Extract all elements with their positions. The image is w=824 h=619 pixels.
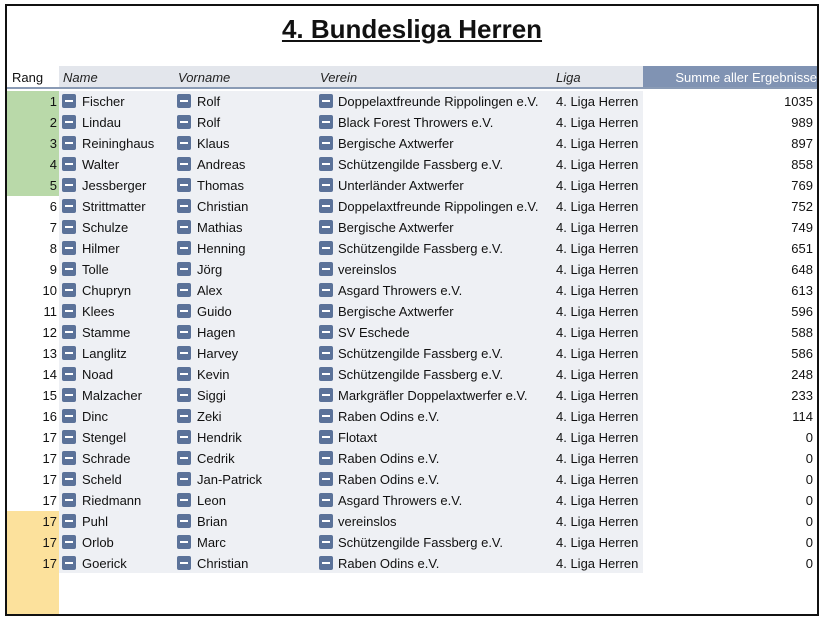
collapse-vorname-button[interactable] bbox=[177, 178, 191, 192]
collapse-name-button[interactable] bbox=[62, 430, 76, 444]
collapse-vorname-button[interactable] bbox=[177, 94, 191, 108]
header-liga: Liga bbox=[552, 66, 643, 89]
name-cell: Malzacher bbox=[82, 388, 142, 403]
rank-cell: 17 bbox=[42, 430, 57, 445]
rank-cell: 11 bbox=[43, 304, 57, 319]
collapse-verein-button[interactable] bbox=[319, 304, 333, 318]
collapse-name-button[interactable] bbox=[62, 178, 76, 192]
name-cell: Schrade bbox=[82, 451, 131, 466]
liga-cell: 4. Liga Herren bbox=[556, 241, 639, 256]
collapse-vorname-button[interactable] bbox=[177, 514, 191, 528]
vorname-cell: Leon bbox=[197, 493, 226, 508]
name-cell: Langlitz bbox=[82, 346, 127, 361]
summe-cell: 114 bbox=[792, 409, 813, 424]
summe-cell: 858 bbox=[791, 157, 813, 172]
collapse-name-button[interactable] bbox=[62, 451, 76, 465]
collapse-vorname-button[interactable] bbox=[177, 199, 191, 213]
verein-cell: vereinslos bbox=[338, 514, 397, 529]
table-row bbox=[7, 322, 817, 343]
table-row bbox=[7, 385, 817, 406]
liga-cell: 4. Liga Herren bbox=[556, 535, 639, 550]
verein-cell: Asgard Throwers e.V. bbox=[338, 283, 463, 298]
collapse-verein-button[interactable] bbox=[319, 178, 333, 192]
summe-cell: 0 bbox=[805, 451, 813, 466]
collapse-verein-button[interactable] bbox=[319, 94, 333, 108]
collapse-name-button[interactable] bbox=[62, 304, 76, 318]
table-row bbox=[7, 364, 817, 385]
vorname-cell: Brian bbox=[197, 514, 228, 529]
name-cell: Goerick bbox=[82, 556, 127, 571]
name-cell: Tolle bbox=[82, 262, 109, 277]
name-cell: Chupryn bbox=[82, 283, 132, 298]
collapse-name-button[interactable] bbox=[62, 157, 76, 171]
summe-cell: 752 bbox=[791, 199, 813, 214]
collapse-name-button[interactable] bbox=[62, 388, 76, 402]
rank-cell: 13 bbox=[42, 346, 57, 361]
table-row bbox=[7, 490, 817, 511]
verein-cell: Bergische Axtwerfer bbox=[338, 304, 454, 319]
table-row bbox=[7, 217, 817, 238]
collapse-vorname-button[interactable] bbox=[177, 388, 191, 402]
name-cell: Hilmer bbox=[82, 241, 120, 256]
vorname-cell: Mathias bbox=[197, 220, 243, 235]
summe-cell: 0 bbox=[805, 430, 813, 445]
rank-cell: 9 bbox=[49, 262, 57, 277]
collapse-vorname-button[interactable] bbox=[177, 535, 191, 549]
collapse-verein-button[interactable] bbox=[319, 262, 333, 276]
table-row bbox=[7, 154, 817, 175]
rank-cell: 17 bbox=[42, 535, 57, 550]
vorname-cell: Kevin bbox=[197, 367, 230, 382]
name-cell: Jessberger bbox=[82, 178, 147, 193]
summe-cell: 233 bbox=[791, 388, 813, 403]
collapse-name-button[interactable] bbox=[62, 325, 76, 339]
verein-cell: Black Forest Throwers e.V. bbox=[338, 115, 494, 130]
verein-cell: Bergische Axtwerfer bbox=[338, 136, 454, 151]
liga-cell: 4. Liga Herren bbox=[556, 199, 639, 214]
collapse-verein-button[interactable] bbox=[319, 451, 333, 465]
spreadsheet-frame bbox=[5, 4, 819, 616]
table-row bbox=[7, 469, 817, 490]
collapse-verein-button[interactable] bbox=[319, 136, 333, 150]
collapse-vorname-button[interactable] bbox=[177, 430, 191, 444]
collapse-name-button[interactable] bbox=[62, 220, 76, 234]
table-row bbox=[7, 91, 817, 112]
liga-cell: 4. Liga Herren bbox=[556, 283, 639, 298]
collapse-name-button[interactable] bbox=[62, 94, 76, 108]
collapse-vorname-button[interactable] bbox=[177, 367, 191, 381]
table-row bbox=[7, 238, 817, 259]
table-row bbox=[7, 553, 817, 574]
collapse-name-button[interactable] bbox=[62, 493, 76, 507]
collapse-verein-button[interactable] bbox=[319, 346, 333, 360]
verein-cell: Schützengilde Fassberg e.V. bbox=[338, 535, 504, 550]
rank-cell: 16 bbox=[42, 409, 57, 424]
verein-cell: Unterländer Axtwerfer bbox=[338, 178, 464, 193]
rank-cell: 1 bbox=[49, 94, 57, 109]
collapse-verein-button[interactable] bbox=[319, 409, 333, 423]
rank-cell: 17 bbox=[42, 514, 57, 529]
vorname-cell: Siggi bbox=[197, 388, 226, 403]
summe-cell: 248 bbox=[791, 367, 813, 382]
collapse-verein-button[interactable] bbox=[319, 220, 333, 234]
vorname-cell: Christian bbox=[197, 199, 249, 214]
vorname-cell: Alex bbox=[197, 283, 223, 298]
header-name: Name bbox=[59, 66, 174, 89]
table-row bbox=[7, 259, 817, 280]
collapse-verein-button[interactable] bbox=[319, 535, 333, 549]
collapse-vorname-button[interactable] bbox=[177, 556, 191, 570]
vorname-cell: Hagen bbox=[197, 325, 236, 340]
vorname-cell: Christian bbox=[197, 556, 249, 571]
collapse-vorname-button[interactable] bbox=[177, 346, 191, 360]
collapse-verein-button[interactable] bbox=[319, 514, 333, 528]
collapse-vorname-button[interactable] bbox=[177, 472, 191, 486]
summe-cell: 648 bbox=[791, 262, 813, 277]
collapse-vorname-button[interactable] bbox=[177, 241, 191, 255]
liga-cell: 4. Liga Herren bbox=[556, 556, 639, 571]
collapse-verein-button[interactable] bbox=[319, 283, 333, 297]
collapse-vorname-button[interactable] bbox=[177, 157, 191, 171]
collapse-name-button[interactable] bbox=[62, 283, 76, 297]
liga-cell: 4. Liga Herren bbox=[556, 220, 639, 235]
name-cell: Scheld bbox=[82, 472, 122, 487]
vorname-cell: Rolf bbox=[197, 115, 221, 130]
vorname-cell: Hendrik bbox=[197, 430, 242, 445]
rank-cell: 10 bbox=[42, 283, 57, 298]
summe-cell: 769 bbox=[791, 178, 813, 193]
verein-cell: Bergische Axtwerfer bbox=[338, 220, 454, 235]
liga-cell: 4. Liga Herren bbox=[556, 388, 639, 403]
summe-cell: 586 bbox=[791, 346, 813, 361]
summe-cell: 0 bbox=[805, 556, 813, 571]
header-vorname: Vorname bbox=[174, 66, 316, 89]
table-row bbox=[7, 133, 817, 154]
summe-cell: 989 bbox=[791, 115, 813, 130]
vorname-cell: Zeki bbox=[197, 409, 222, 424]
collapse-vorname-button[interactable] bbox=[177, 304, 191, 318]
summe-cell: 1035 bbox=[784, 94, 813, 109]
liga-cell: 4. Liga Herren bbox=[556, 409, 639, 424]
verein-cell: Doppelaxtfreunde Rippolingen e.V. bbox=[338, 199, 539, 214]
liga-cell: 4. Liga Herren bbox=[556, 157, 639, 172]
table-row bbox=[7, 511, 817, 532]
collapse-verein-button[interactable] bbox=[319, 157, 333, 171]
table-row bbox=[7, 112, 817, 133]
header-summe: Summe aller Ergebnisse bbox=[643, 66, 817, 89]
table-row bbox=[7, 427, 817, 448]
verein-cell: vereinslos bbox=[338, 262, 397, 277]
rank-cell: 14 bbox=[42, 367, 57, 382]
collapse-vorname-button[interactable] bbox=[177, 451, 191, 465]
collapse-name-button[interactable] bbox=[62, 346, 76, 360]
header-verein: Verein bbox=[316, 66, 552, 89]
collapse-verein-button[interactable] bbox=[319, 325, 333, 339]
liga-cell: 4. Liga Herren bbox=[556, 94, 639, 109]
collapse-name-button[interactable] bbox=[62, 472, 76, 486]
collapse-verein-button[interactable] bbox=[319, 472, 333, 486]
verein-cell: Raben Odins e.V. bbox=[338, 409, 440, 424]
verein-cell: Doppelaxtfreunde Rippolingen e.V. bbox=[338, 94, 539, 109]
liga-cell: 4. Liga Herren bbox=[556, 493, 639, 508]
name-cell: Reininghaus bbox=[82, 136, 155, 151]
table-row bbox=[7, 301, 817, 322]
summe-cell: 613 bbox=[791, 283, 813, 298]
collapse-vorname-button[interactable] bbox=[177, 220, 191, 234]
liga-cell: 4. Liga Herren bbox=[556, 262, 639, 277]
name-cell: Riedmann bbox=[82, 493, 142, 508]
collapse-vorname-button[interactable] bbox=[177, 262, 191, 276]
vorname-cell: Thomas bbox=[197, 178, 244, 193]
rank-cell: 7 bbox=[49, 220, 57, 235]
name-cell: Stengel bbox=[82, 430, 127, 445]
vorname-cell: Andreas bbox=[197, 157, 246, 172]
verein-cell: SV Eschede bbox=[338, 325, 410, 340]
verein-cell: Schützengilde Fassberg e.V. bbox=[338, 157, 504, 172]
name-cell: Puhl bbox=[82, 514, 109, 529]
collapse-vorname-button[interactable] bbox=[177, 409, 191, 423]
collapse-vorname-button[interactable] bbox=[177, 325, 191, 339]
rank-cell: 2 bbox=[49, 115, 57, 130]
summe-cell: 749 bbox=[791, 220, 813, 235]
vorname-cell: Marc bbox=[197, 535, 226, 550]
rank-cell: 8 bbox=[49, 241, 57, 256]
verein-cell: Schützengilde Fassberg e.V. bbox=[338, 346, 504, 361]
summe-cell: 0 bbox=[805, 472, 813, 487]
verein-cell: Raben Odins e.V. bbox=[338, 451, 440, 466]
summe-cell: 897 bbox=[791, 136, 813, 151]
liga-cell: 4. Liga Herren bbox=[556, 514, 639, 529]
rank-cell: 17 bbox=[42, 493, 57, 508]
name-cell: Strittmatter bbox=[82, 199, 146, 214]
name-cell: Walter bbox=[82, 157, 120, 172]
vorname-cell: Jan-Patrick bbox=[197, 472, 263, 487]
verein-cell: Raben Odins e.V. bbox=[338, 472, 440, 487]
liga-cell: 4. Liga Herren bbox=[556, 472, 639, 487]
name-cell: Dinc bbox=[82, 409, 109, 424]
name-cell: Stamme bbox=[82, 325, 131, 340]
summe-cell: 0 bbox=[805, 493, 813, 508]
name-cell: Schulze bbox=[82, 220, 129, 235]
collapse-verein-button[interactable] bbox=[319, 241, 333, 255]
collapse-verein-button[interactable] bbox=[319, 115, 333, 129]
collapse-name-button[interactable] bbox=[62, 262, 76, 276]
collapse-name-button[interactable] bbox=[62, 556, 76, 570]
collapse-name-button[interactable] bbox=[62, 199, 76, 213]
vorname-cell: Guido bbox=[197, 304, 232, 319]
collapse-vorname-button[interactable] bbox=[177, 283, 191, 297]
rank-cell: 17 bbox=[42, 451, 57, 466]
summe-cell: 596 bbox=[791, 304, 813, 319]
verein-cell: Schützengilde Fassberg e.V. bbox=[338, 367, 504, 382]
collapse-name-button[interactable] bbox=[62, 136, 76, 150]
liga-cell: 4. Liga Herren bbox=[556, 115, 639, 130]
collapse-name-button[interactable] bbox=[62, 367, 76, 381]
verein-cell: Markgräfler Doppelaxtwerfer e.V. bbox=[338, 388, 528, 403]
collapse-verein-button[interactable] bbox=[319, 367, 333, 381]
rank-cell: 3 bbox=[49, 136, 57, 151]
table-row bbox=[7, 343, 817, 364]
collapse-verein-button[interactable] bbox=[319, 388, 333, 402]
table-row bbox=[7, 196, 817, 217]
collapse-verein-button[interactable] bbox=[319, 493, 333, 507]
table-row bbox=[7, 175, 817, 196]
vorname-cell: Klaus bbox=[197, 136, 230, 151]
summe-cell: 0 bbox=[805, 514, 813, 529]
liga-cell: 4. Liga Herren bbox=[556, 178, 639, 193]
name-cell: Orlob bbox=[82, 535, 114, 550]
collapse-vorname-button[interactable] bbox=[177, 136, 191, 150]
summe-cell: 0 bbox=[805, 535, 813, 550]
liga-cell: 4. Liga Herren bbox=[556, 304, 639, 319]
name-cell: Klees bbox=[82, 304, 115, 319]
collapse-name-button[interactable] bbox=[62, 514, 76, 528]
rank-cell: 6 bbox=[49, 199, 57, 214]
verein-cell: Raben Odins e.V. bbox=[338, 556, 440, 571]
liga-cell: 4. Liga Herren bbox=[556, 136, 639, 151]
rank-cell: 4 bbox=[49, 157, 57, 172]
vorname-cell: Rolf bbox=[197, 94, 221, 109]
liga-cell: 4. Liga Herren bbox=[556, 430, 639, 445]
name-cell: Lindau bbox=[82, 115, 122, 130]
table-row bbox=[7, 448, 817, 469]
vorname-cell: Henning bbox=[197, 241, 246, 256]
summe-cell: 588 bbox=[791, 325, 813, 340]
vorname-cell: Harvey bbox=[197, 346, 239, 361]
liga-cell: 4. Liga Herren bbox=[556, 451, 639, 466]
page-title: 4. Bundesliga Herren bbox=[281, 14, 543, 44]
name-cell: Fischer bbox=[82, 94, 125, 109]
liga-cell: 4. Liga Herren bbox=[556, 325, 639, 340]
collapse-verein-button[interactable] bbox=[319, 199, 333, 213]
rank-cell: 17 bbox=[42, 556, 57, 571]
liga-cell: 4. Liga Herren bbox=[556, 346, 639, 361]
rank-cell: 5 bbox=[49, 178, 57, 193]
table-row bbox=[7, 532, 817, 553]
liga-cell: 4. Liga Herren bbox=[556, 367, 639, 382]
collapse-vorname-button[interactable] bbox=[177, 493, 191, 507]
vorname-cell: Cedrik bbox=[197, 451, 235, 466]
name-cell: Noad bbox=[82, 367, 114, 382]
rank-cell: 17 bbox=[42, 472, 57, 487]
table-row bbox=[7, 406, 817, 427]
table-row bbox=[7, 280, 817, 301]
collapse-vorname-button[interactable] bbox=[177, 115, 191, 129]
collapse-name-button[interactable] bbox=[62, 535, 76, 549]
rank-cell: 15 bbox=[42, 388, 57, 403]
collapse-name-button[interactable] bbox=[62, 409, 76, 423]
verein-cell: Schützengilde Fassberg e.V. bbox=[338, 241, 504, 256]
collapse-verein-button[interactable] bbox=[319, 430, 333, 444]
summe-cell: 651 bbox=[791, 241, 813, 256]
verein-cell: Flotaxt bbox=[338, 430, 378, 445]
collapse-verein-button[interactable] bbox=[319, 556, 333, 570]
verein-cell: Asgard Throwers e.V. bbox=[338, 493, 463, 508]
header-rang: Rang bbox=[7, 66, 59, 89]
collapse-name-button[interactable] bbox=[62, 115, 76, 129]
collapse-name-button[interactable] bbox=[62, 241, 76, 255]
vorname-cell: Jörg bbox=[197, 262, 223, 277]
rank-cell: 12 bbox=[42, 325, 57, 340]
